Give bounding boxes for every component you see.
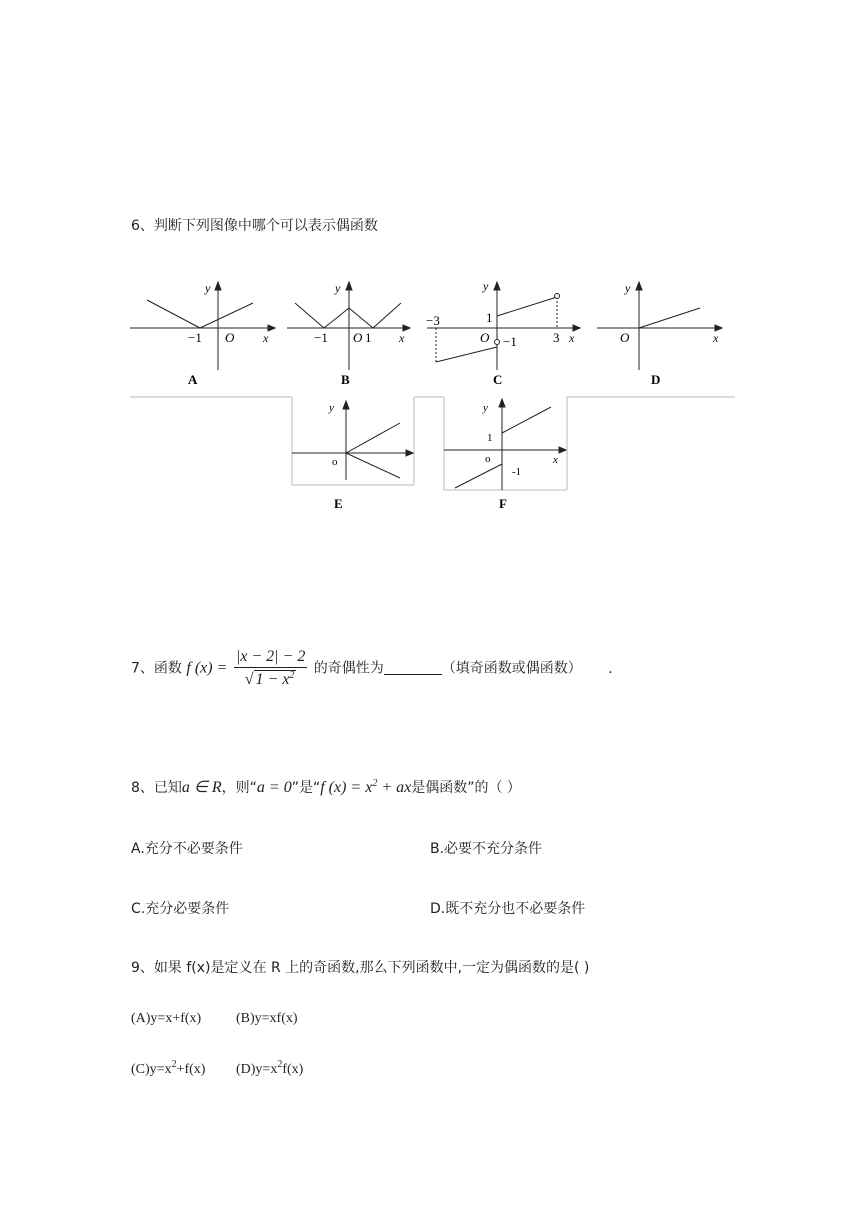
- graph-b-origin-label: O: [353, 330, 363, 345]
- graph-f-y-label: y: [483, 402, 488, 414]
- question-8-condition: a ∈ R: [181, 779, 222, 796]
- question-9-option-a[interactable]: (A)y=x+f(x): [131, 1011, 202, 1026]
- graph-b-tick-neg-label: −1: [314, 330, 328, 345]
- question-9-option-d[interactable]: [236, 1059, 303, 1078]
- question-8-expr2-base: f (x) = x: [320, 779, 373, 796]
- question-6-figure: [125, 270, 740, 520]
- question-9-option-c-post: +f(x): [176, 1062, 206, 1077]
- graph-c-tick-neg3-label: −3: [426, 313, 440, 328]
- graph-d: [597, 282, 722, 370]
- question-7-prefix: 7、函数: [131, 660, 182, 677]
- question-9-option-c-pre: (C)y=x: [131, 1062, 172, 1077]
- question-7-answer-blank[interactable]: [384, 662, 442, 675]
- graph-f-tick-1-label: 1: [487, 432, 493, 444]
- graph-e-y-label: y: [329, 402, 334, 414]
- graph-f: [444, 399, 566, 490]
- question-9-option-d-exp: 2: [277, 1059, 283, 1070]
- graph-c-origin-label: O: [480, 330, 490, 345]
- question-9-option-d-post: f(x): [282, 1062, 304, 1077]
- question-7-exponent: 2: [289, 670, 295, 681]
- question-9-option-d-pre: (D)y=x: [236, 1062, 278, 1077]
- question-8-expr2-exp: 2: [372, 778, 378, 789]
- graph-a-tick-label: −1: [188, 330, 202, 345]
- graph-e: [292, 401, 413, 480]
- graph-b: [287, 282, 410, 370]
- graph-d-caption: D: [651, 372, 661, 387]
- question-8: [131, 777, 521, 797]
- question-9-option-b[interactable]: (B)y=xf(x): [236, 1011, 298, 1026]
- question-8-expr2-tail: + ax: [377, 779, 412, 796]
- graph-a-caption: A: [188, 372, 198, 387]
- question-7-mid: 的奇偶性为: [313, 660, 384, 677]
- graph-b-x-label: x: [399, 331, 405, 345]
- question-7-radicand: 1 − x: [255, 671, 290, 688]
- question-8-p3: 是偶函数”的（ ）: [411, 780, 521, 796]
- graph-a-y-label: y: [205, 281, 211, 295]
- question-7-dot: .: [608, 660, 613, 677]
- graph-f-origin-label: o: [485, 453, 491, 465]
- graph-c-y-label: y: [483, 279, 489, 293]
- graph-f-tick-neg1-label: -1: [512, 466, 522, 478]
- graph-a: [130, 282, 275, 370]
- graph-f-caption: F: [499, 496, 507, 511]
- graph-d-y-label: y: [625, 281, 631, 295]
- question-7-lhs: f (x) =: [186, 659, 228, 677]
- graph-a-x-label: x: [263, 331, 269, 345]
- graph-d-x-label: x: [713, 331, 719, 345]
- graph-c-tick-1-label: 1: [486, 310, 493, 325]
- graph-a-origin-label: O: [225, 330, 235, 345]
- graph-f-x-label: x: [553, 454, 558, 466]
- graph-c-caption: C: [493, 372, 503, 387]
- question-9-option-c[interactable]: [131, 1059, 205, 1078]
- graph-b-tick-pos-label: 1: [365, 330, 372, 345]
- graph-c-x-label: x: [569, 331, 575, 345]
- graph-c-tick-3-label: 3: [553, 330, 560, 345]
- question-9-text: 9、如果 f(x)是定义在 R 上的奇函数,那么下列函数中,一定为偶函数的是( ): [131, 960, 590, 976]
- graph-c: [427, 282, 580, 370]
- question-9-option-c-exp: 2: [171, 1059, 177, 1070]
- figure-frame: [130, 397, 735, 490]
- graph-e-caption: E: [334, 496, 343, 511]
- question-8-p2: ”是“: [291, 780, 321, 796]
- question-7-numerator: |x − 2| − 2: [234, 648, 308, 668]
- question-8-expr2: [320, 779, 411, 796]
- question-8-option-b[interactable]: B.必要不充分条件: [430, 841, 543, 857]
- question-8-prefix: 8、已知: [131, 780, 182, 796]
- graph-e-origin-label: o: [332, 456, 338, 468]
- question-8-expr1: a = 0: [256, 779, 292, 796]
- question-8-option-a[interactable]: A.充分不必要条件: [131, 841, 243, 857]
- question-6-text: 6、判断下列图像中哪个可以表示偶函数: [131, 218, 378, 234]
- question-7-suffix: （填奇函数或偶函数）: [441, 660, 582, 677]
- graph-b-y-label: y: [335, 281, 341, 295]
- graph-d-origin-label: O: [620, 330, 630, 345]
- question-7: [131, 648, 613, 689]
- question-8-p1: ，则“: [221, 780, 257, 796]
- question-7-fraction: [234, 648, 308, 689]
- graph-b-caption: B: [341, 372, 350, 387]
- question-8-option-d[interactable]: D.既不充分也不必要条件: [430, 901, 586, 917]
- question-7-denominator: √ $1 - x^2$: [244, 670, 295, 688]
- question-8-option-c[interactable]: C.充分必要条件: [131, 901, 230, 917]
- graph-c-tick-neg1-label: −1: [503, 334, 517, 349]
